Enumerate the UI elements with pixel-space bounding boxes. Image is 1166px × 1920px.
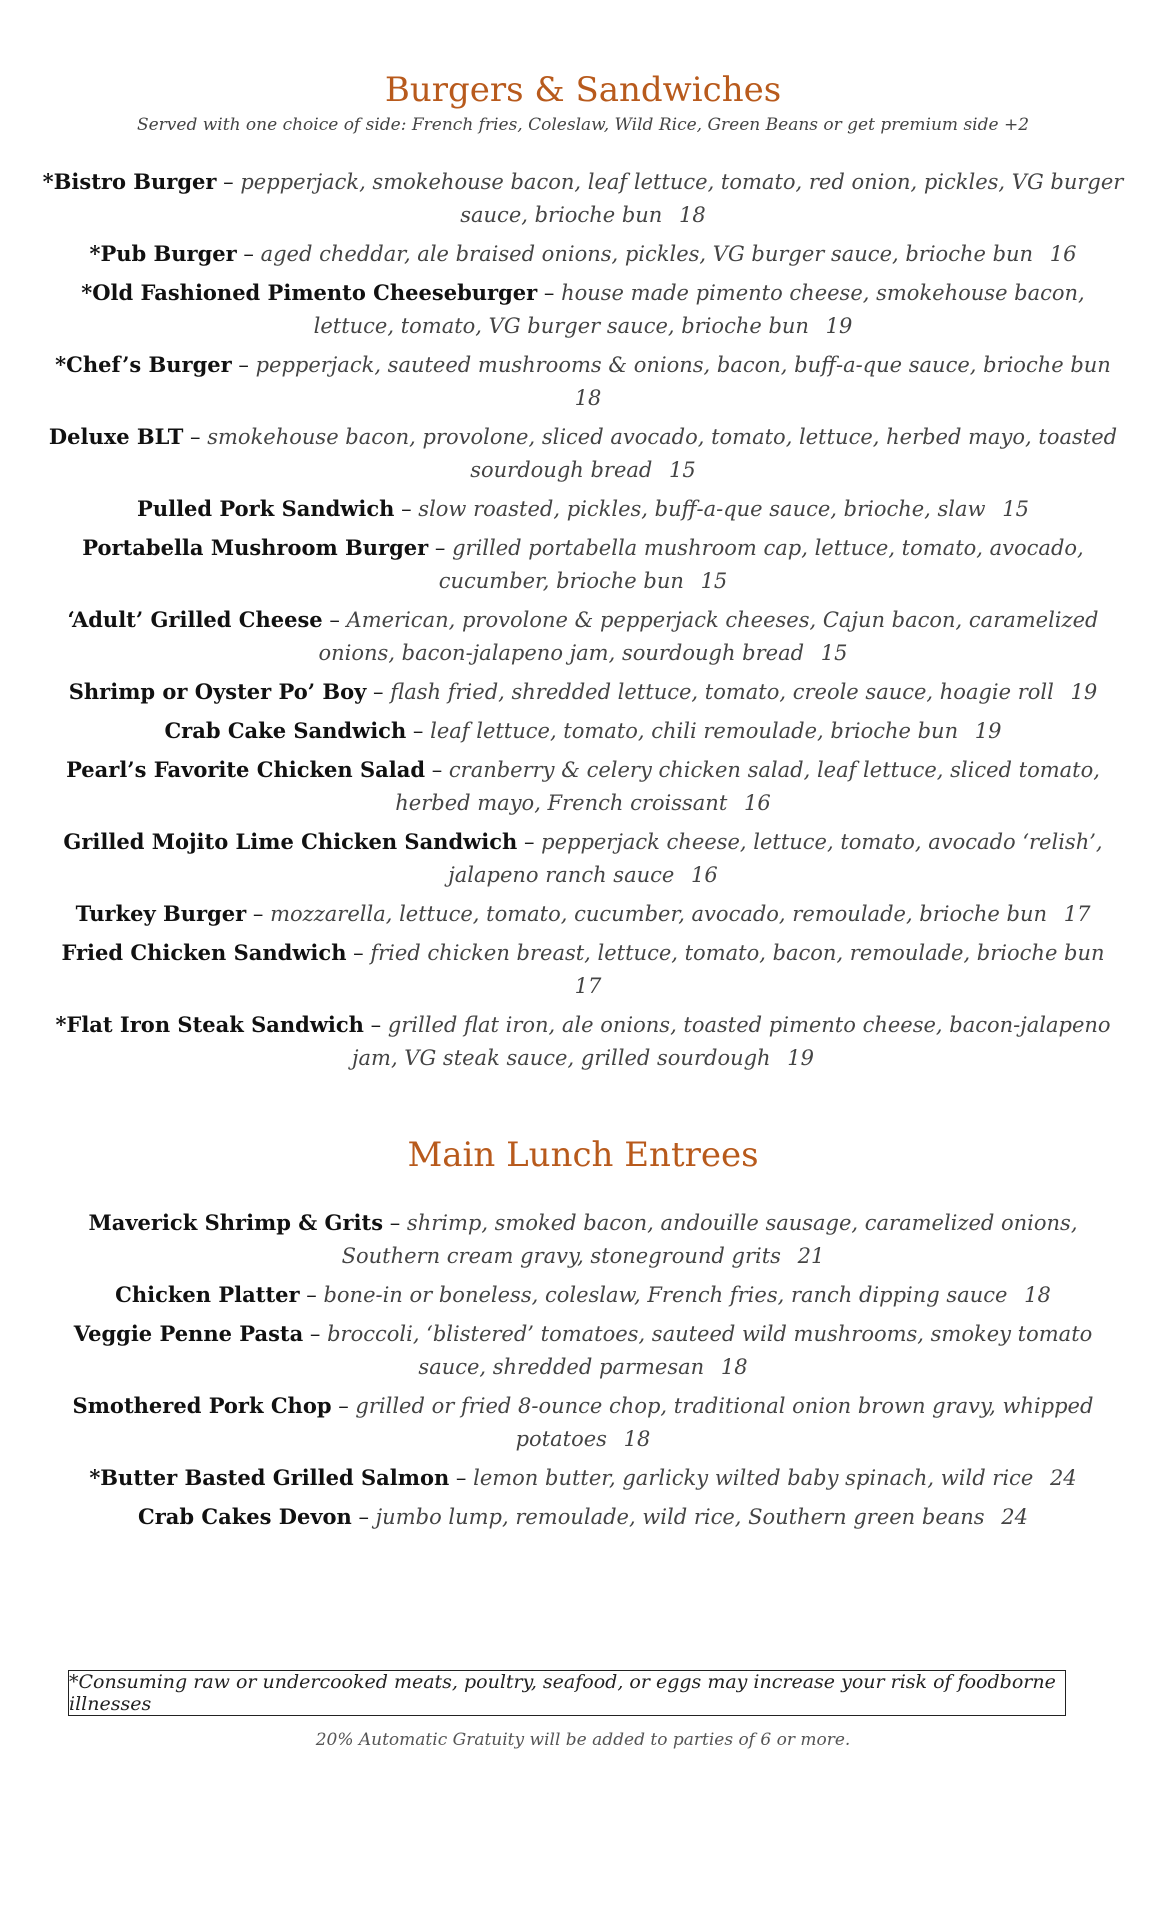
menu-item-price: 18 xyxy=(679,202,706,227)
menu-item-price: 16 xyxy=(743,790,771,815)
menu-item-name: Portabella Mushroom Burger xyxy=(82,534,429,560)
menu-item-price: 15 xyxy=(820,640,848,665)
menu-item xyxy=(0,492,1166,526)
menu-item-dash: – xyxy=(455,1465,467,1490)
menu-item-dash: – xyxy=(370,1012,382,1037)
menu-item-description: pepperjack cheese, lettuce, tomato, avocado ‘relish’, jalapeno ranch sauce xyxy=(448,829,1103,887)
menu-item-name: Deluxe BLT xyxy=(48,423,184,449)
menu-item-description: fried chicken breast, lettuce, tomato, bacon, remoulade, brioche bun xyxy=(370,940,1105,965)
menu-item-price: 19 xyxy=(825,313,853,338)
menu-item-dash: – xyxy=(223,169,234,194)
menu-item-price: 15 xyxy=(700,568,728,593)
menu-item-name: Crab Cake Sandwich xyxy=(164,717,407,743)
menu-item-price: 15 xyxy=(1002,496,1029,521)
menu-item-price: 19 xyxy=(1070,679,1098,704)
menu-item-price: 24 xyxy=(1001,1504,1028,1529)
menu-item-dash: – xyxy=(412,718,424,743)
menu-item-dash: – xyxy=(358,1504,369,1529)
menu-item-description: grilled or fried 8-ounce chop, traditional onion brown gravy, whipped potatoes xyxy=(355,1393,1094,1451)
menu-item-price: 15 xyxy=(669,457,696,482)
menu-item-name: *Flat Iron Steak Sandwich xyxy=(55,1011,364,1037)
menu-item-description: aged cheddar, ale braised onions, pickles, VG burger sauce, brioche bun xyxy=(260,241,1034,266)
menu-item xyxy=(0,675,1166,709)
menu-item-description: grilled flat iron, ale onions, toasted pimento cheese, bacon-jalapeno jam, VG steak sauce, grilled sourdough xyxy=(352,1012,1111,1070)
menu-item-name: Pearl’s Favorite Chicken Salad xyxy=(66,756,426,782)
menu-item-description: leaf lettuce, tomato, chili remoulade, brioche bun xyxy=(430,718,959,743)
menu-item-description: shrimp, smoked bacon, andouille sausage, caramelized onions, Southern cream gravy, stoneground grits xyxy=(341,1210,1078,1268)
menu-item-dash: – xyxy=(431,757,443,782)
menu-item xyxy=(0,897,1166,931)
menu-item-name: *Bistro Burger xyxy=(42,168,217,194)
menu-item-price: 18 xyxy=(1024,1282,1051,1307)
menu-item-dash: – xyxy=(306,1282,317,1307)
menu-item-price: 18 xyxy=(720,1354,748,1379)
menu-item-name: ‘Adult’ Grilled Cheese xyxy=(67,606,323,632)
menu-item-description: mozzarella, lettuce, tomato, cucumber, avocado, remoulade, brioche bun xyxy=(270,901,1048,926)
menu-item xyxy=(0,936,1166,1003)
menu-item xyxy=(0,1008,1166,1075)
menu-item xyxy=(0,1206,1166,1273)
menu-item-name: Chicken Platter xyxy=(115,1281,300,1307)
menu-item-name: Pulled Pork Sandwich xyxy=(137,495,395,521)
menu-item-dash: – xyxy=(401,496,412,521)
menu-item-name: *Pub Burger xyxy=(89,240,237,266)
menu-item xyxy=(0,348,1166,415)
menu-item-description: flash fried, shredded lettuce, tomato, creole sauce, hoagie roll xyxy=(390,679,1054,704)
burgers-list xyxy=(0,165,1166,1075)
menu-item xyxy=(0,603,1166,670)
menu-item xyxy=(0,531,1166,598)
menu-item-price: 18 xyxy=(574,385,602,410)
menu-item-description: bone-in or boneless, coleslaw, French fries, ranch dipping sauce xyxy=(323,1282,1008,1307)
menu-item-price: 17 xyxy=(574,973,602,998)
menu-item xyxy=(0,1461,1166,1495)
menu-item-description: lemon butter, garlicky wilted baby spinach, wild rice xyxy=(473,1465,1034,1490)
menu-item-name: Shrimp or Oyster Po’ Boy xyxy=(68,678,367,704)
menu-item-dash: – xyxy=(353,940,364,965)
menu-item-dash: – xyxy=(252,901,264,926)
menu-item-price: 21 xyxy=(797,1243,825,1268)
menu-item-dash: – xyxy=(389,1210,401,1235)
menu-item-description: grilled portabella mushroom cap, lettuce, tomato, avocado, cucumber, brioche bun xyxy=(438,535,1084,593)
menu-item-name: Veggie Penne Pasta xyxy=(73,1320,304,1346)
menu-item-price: 19 xyxy=(974,718,1002,743)
menu-item xyxy=(0,420,1166,487)
menu-item xyxy=(0,276,1166,343)
menu-item-dash: – xyxy=(338,1393,349,1418)
menu-item-dash: – xyxy=(238,352,249,377)
menu-item-price: 24 xyxy=(1049,1465,1077,1490)
menu-item-description: American, provolone & pepperjack cheeses, Cajun bacon, caramelized onions, bacon-jalapeno jam, sourdough bread xyxy=(318,607,1099,665)
menu-item-price: 17 xyxy=(1063,901,1091,926)
menu-item-price: 16 xyxy=(1049,241,1077,266)
menu-item xyxy=(0,825,1166,892)
menu-item xyxy=(0,1389,1166,1456)
entrees-list xyxy=(0,1206,1166,1534)
menu-item-price: 16 xyxy=(691,862,718,887)
menu-item-dash: – xyxy=(190,424,201,449)
gratuity-note: 20% Automatic Gratuity will be added to parties of 6 or more. xyxy=(315,1730,851,1750)
menu-item-dash: – xyxy=(329,607,340,632)
menu-item-description: jumbo lump, remoulade, wild rice, Southern green beans xyxy=(375,1504,985,1529)
menu-item-description: pepperjack, sauteed mushrooms & onions, bacon, buff-a-que sauce, brioche bun xyxy=(255,352,1111,377)
menu-item xyxy=(0,237,1166,271)
menu-item xyxy=(0,165,1166,232)
menu-item-description: house made pimento cheese, smokehouse bacon, lettuce, tomato, VG burger sauce, brioche bun xyxy=(313,280,1085,338)
menu-item-name: Maverick Shrimp & Grits xyxy=(88,1209,384,1235)
menu-item-description: smokehouse bacon, provolone, sliced avocado, tomato, lettuce, herbed mayo, toasted sourdough bread xyxy=(207,424,1118,482)
menu-item-name: Grilled Mojito Lime Chicken Sandwich xyxy=(63,828,518,854)
section-title-entrees: Main Lunch Entrees xyxy=(407,1135,759,1175)
menu-item-dash: – xyxy=(434,535,446,560)
raw-food-disclaimer: *Consuming raw or undercooked meats, poultry, seafood, or eggs may increase your risk of foodborne illnesses xyxy=(68,1670,1066,1716)
entrees-section xyxy=(0,1135,1166,1539)
menu-item-name: *Butter Basted Grilled Salmon xyxy=(89,1464,450,1490)
menu-item xyxy=(0,753,1166,820)
menu-item xyxy=(0,1278,1166,1312)
menu-item-dash: – xyxy=(543,280,555,305)
menu-item-price: 18 xyxy=(623,1426,651,1451)
menu-item-name: *Old Fashioned Pimento Cheeseburger xyxy=(81,279,538,305)
burgers-section xyxy=(0,70,1166,1080)
menu-item-price: 19 xyxy=(787,1045,814,1070)
menu-item-dash: – xyxy=(309,1321,321,1346)
menu-item-dash: – xyxy=(373,679,384,704)
menu-item xyxy=(0,714,1166,748)
menu-item-description: cranberry & celery chicken salad, leaf lettuce, sliced tomato, herbed mayo, French croissant xyxy=(395,757,1100,815)
menu-item-name: Turkey Burger xyxy=(75,900,247,926)
menu-item-description: pepperjack, smokehouse bacon, leaf lettuce, tomato, red onion, pickles, VG burger sauce, brioche bun xyxy=(240,169,1124,227)
menu-item-name: Crab Cakes Devon xyxy=(138,1503,352,1529)
menu-item xyxy=(0,1317,1166,1384)
section-title-burgers: Burgers & Sandwiches xyxy=(384,70,782,110)
menu-item-name: Fried Chicken Sandwich xyxy=(61,939,347,965)
menu-item xyxy=(0,1500,1166,1534)
menu-item-dash: – xyxy=(523,829,535,854)
menu-item-name: Smothered Pork Chop xyxy=(72,1392,332,1418)
menu-item-name: *Chef’s Burger xyxy=(55,351,232,377)
menu-item-description: broccoli, ‘blistered’ tomatoes, sauteed wild mushrooms, smokey tomato sauce, shredded parmesan xyxy=(327,1321,1093,1379)
menu-item-description: slow roasted, pickles, buff-a-que sauce, brioche, slaw xyxy=(418,496,986,521)
section-subtitle-burgers: Served with one choice of side: French fries, Coleslaw, Wild Rice, Green Beans or get premium side +2 xyxy=(136,114,1030,135)
menu-item-dash: – xyxy=(243,241,254,266)
